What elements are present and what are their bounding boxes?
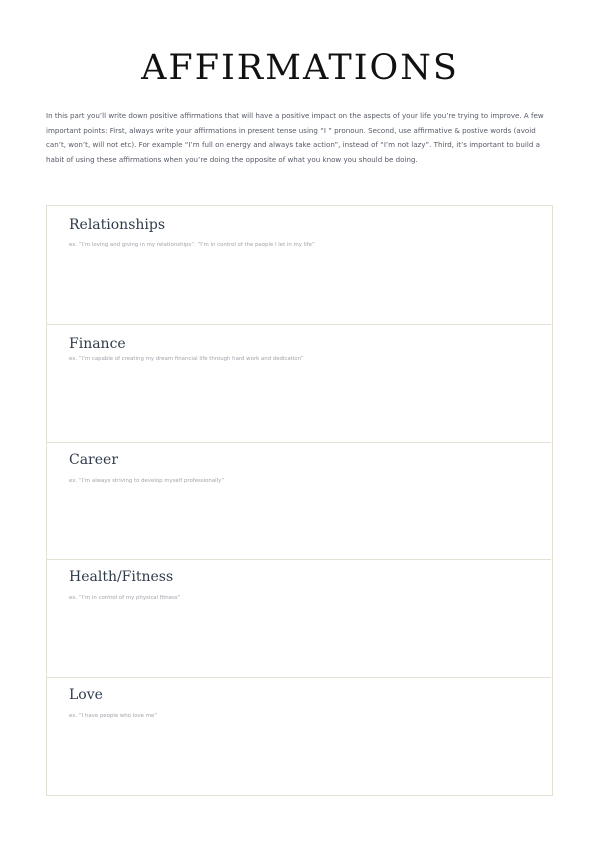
intro-paragraph: In this part you’ll write down positive affirmations that will have a positive impact on the aspects of your life you’re trying to improve. A few important points: First, always write your affirmations in present tense using “I ” pronoun. Second, use affirmative & postive words (avoid can’t, won’t, will not etc). For example “I’m full on energy and always take action”, instead of “I’m not lazy”. Third, it’s important to build a habit of using these affirmations when you’re doing the opposite of what you know you should be doing. xyxy=(46,111,544,164)
section-hint: ex. “I have people who love me” xyxy=(69,713,158,719)
section-hint: ex. “I’m always striving to develop myself professionally” xyxy=(69,478,225,484)
section-health-fitness[interactable] xyxy=(47,560,551,678)
section-title: Health/Fitness xyxy=(69,569,174,585)
section-title: Relationships xyxy=(69,217,166,233)
section-title: Love xyxy=(69,687,103,703)
section-hint: ex. “I’m capable of creating my dream financial life through hard work and dedication” xyxy=(69,356,304,362)
section-hint: ex. “I’m in control of my physical fitness” xyxy=(69,595,181,601)
section-title: Finance xyxy=(69,336,126,352)
page-title: AFFIRMATIONS xyxy=(141,48,459,88)
affirmations-grid xyxy=(46,205,553,796)
section-love[interactable] xyxy=(47,678,551,794)
section-finance[interactable] xyxy=(47,325,551,443)
section-relationships[interactable] xyxy=(47,206,551,325)
section-hint: ex. “I’m loving and giving in my relationships”. “I’m in control of the people I let in my life” xyxy=(69,242,315,248)
section-title: Career xyxy=(69,452,119,468)
section-career[interactable] xyxy=(47,443,551,560)
